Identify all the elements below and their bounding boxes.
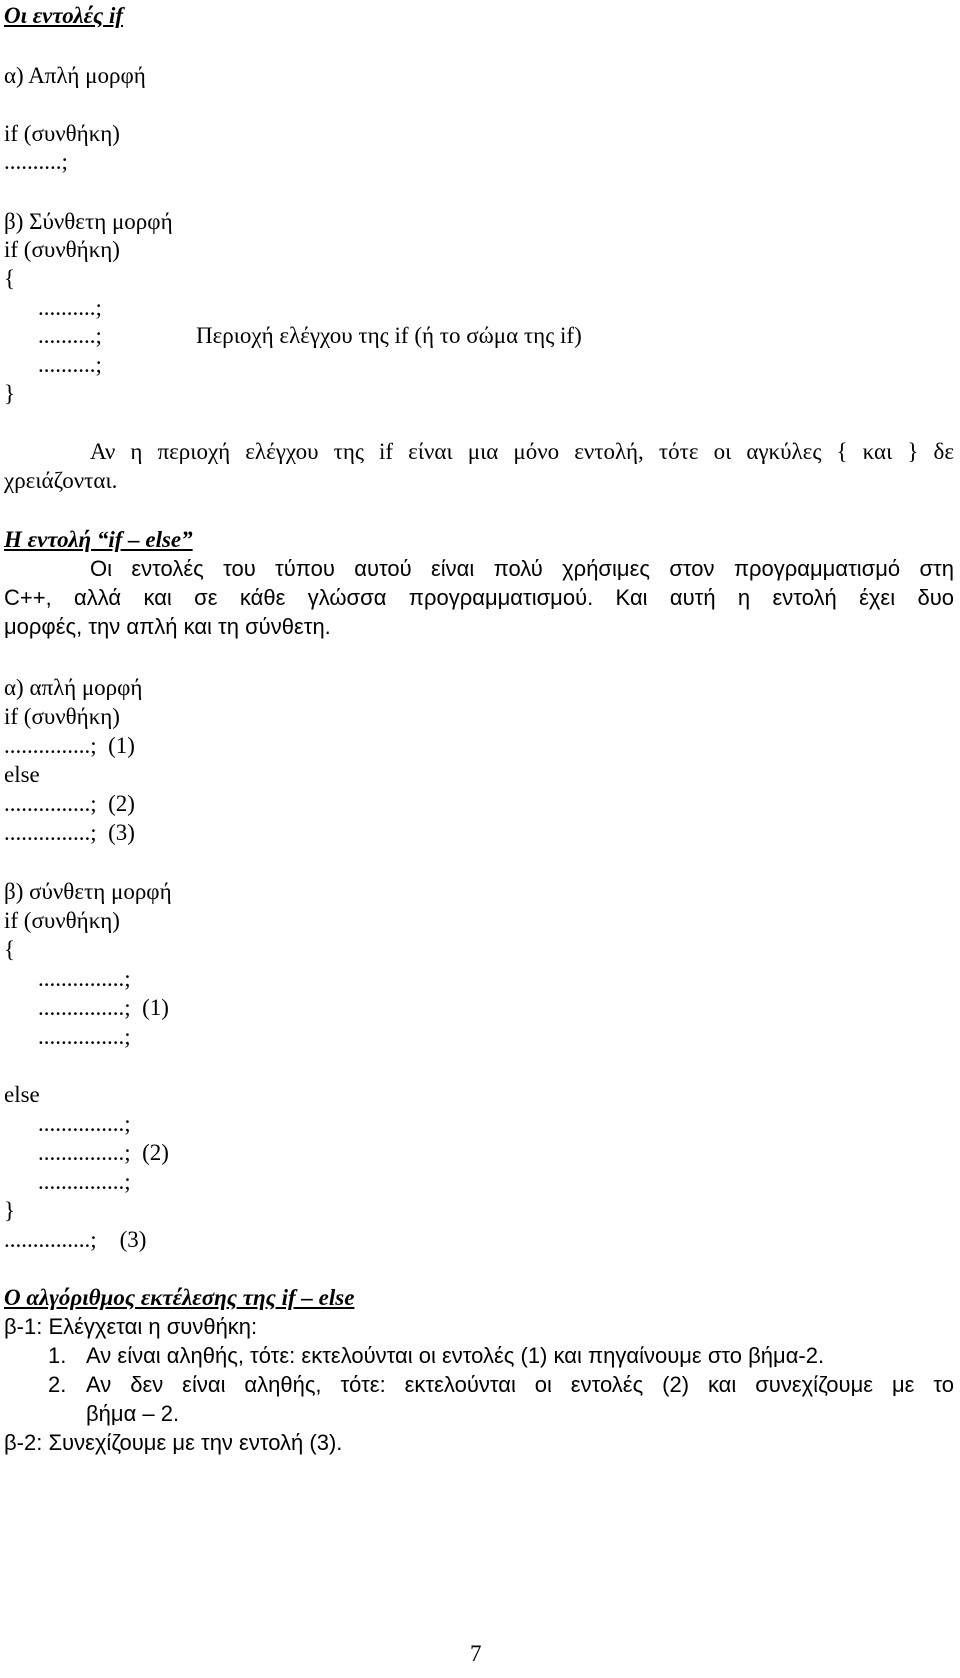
ie-simple-form-label: α) απλή μορφή <box>4 675 143 700</box>
ie-compound-if-line: if (συνθήκη) <box>4 908 120 933</box>
control-area-note: Περιοχή ελέγχου της if (ή το σώμα της if) <box>196 323 582 348</box>
ie-simple-line: ...............; (3) <box>4 820 135 845</box>
algorithm-item-text: Αν δεν είναι αληθής, τότε: εκτελούνται οι εντολές (2) και συνεχίζουμε με το <box>86 1372 954 1397</box>
algorithm-item-number: 2. <box>48 1372 67 1397</box>
algorithm-item-text-continued: βήμα – 2. <box>86 1401 180 1426</box>
ie-compound-block2-line: ...............; (2) <box>38 1140 169 1165</box>
ie-compound-else: else <box>4 1082 40 1107</box>
compound-stmt-line: ..........; <box>38 295 102 320</box>
compound-if-line: if (συνθήκη) <box>4 237 120 262</box>
ie-simple-line: else <box>4 762 40 787</box>
section-heading-if: Οι εντολές if <box>4 3 124 28</box>
ie-compound-block1-line: ...............; (1) <box>38 995 169 1020</box>
simple-stmt-line: ..........; <box>4 149 68 174</box>
ie-compound-block2-line: ...............; <box>38 1169 131 1194</box>
paragraph-line-3: μορφές, την απλή και τη σύνθετη. <box>4 614 331 639</box>
page-number: 7 <box>470 1641 482 1666</box>
note-line-1: Αν η περιοχή ελέγχου της if είναι μια μόνο εντολή, τότε οι αγκύλες { και } δε <box>90 439 954 464</box>
ie-compound-after-line: ...............; (3) <box>4 1227 147 1252</box>
section-heading-algorithm: Ο αλγόριθμος εκτέλεσης της if – else <box>4 1285 355 1310</box>
algorithm-item-text: Αν είναι αληθής, τότε: εκτελούνται οι εντολές (1) και πηγαίνουμε στο βήμα-2. <box>86 1343 825 1368</box>
algorithm-item-number: 1. <box>48 1343 67 1368</box>
algorithm-step-2: β-2: Συνεχίζουμε με την εντολή (3). <box>4 1430 343 1455</box>
ie-compound-block2-line: ...............; <box>38 1111 131 1136</box>
compound-stmt-line: ..........; <box>38 352 102 377</box>
algorithm-step-1: β-1: Ελέγχεται η συνθήκη: <box>4 1314 258 1339</box>
ie-compound-form-label: β) σύνθετη μορφή <box>4 879 172 904</box>
paragraph-line-2: C++, αλλά και σε κάθε γλώσσα προγραμματισμού. Και αυτή η εντολή έχει δυο <box>4 585 954 610</box>
compound-form-label: β) Σύνθετη μορφή <box>4 209 173 234</box>
ie-simple-line: if (συνθήκη) <box>4 704 120 729</box>
open-brace: { <box>4 266 16 291</box>
simple-if-line: if (συνθήκη) <box>4 121 120 146</box>
ie-compound-open-brace: { <box>4 937 16 962</box>
ie-compound-close-brace: } <box>4 1198 16 1223</box>
ie-compound-block1-line: ...............; <box>38 966 131 991</box>
ie-simple-line: ...............; (2) <box>4 791 135 816</box>
ie-simple-line: ...............; (1) <box>4 733 135 758</box>
close-brace: } <box>4 381 16 406</box>
simple-form-label: α) Απλή μορφή <box>4 63 146 88</box>
compound-stmt-line: ..........; <box>38 323 102 348</box>
note-line-2: χρειάζονται. <box>4 468 118 493</box>
paragraph-line-1: Οι εντολές του τύπου αυτού είναι πολύ χρήσιμες στον προγραμματισμό στη <box>90 556 954 581</box>
ie-compound-block1-line: ...............; <box>38 1024 131 1049</box>
section-heading-if-else: Η εντολή “if – else” <box>4 527 193 552</box>
